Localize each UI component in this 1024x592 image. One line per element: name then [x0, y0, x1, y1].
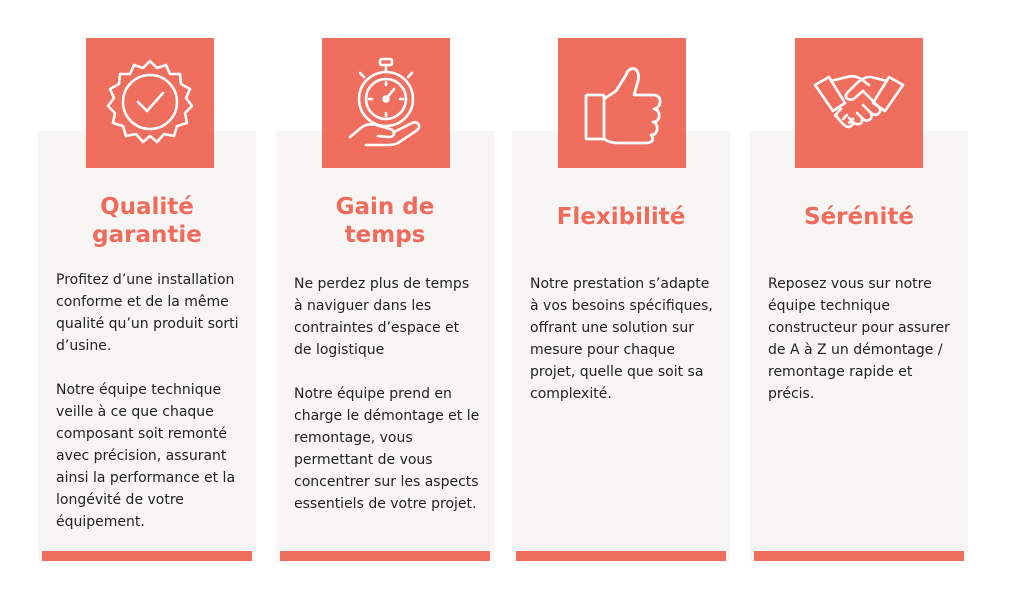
card-description — [530, 273, 716, 427]
card-title-line: Sérénité — [804, 204, 914, 230]
card-description — [294, 273, 480, 537]
card-paragraph: Notre équipe technique veille à ce que chaque composant soit remonté avec précision, assurant ainsi la performance et la longévité de votre équipement. — [56, 382, 236, 530]
feature-card-serenity — [750, 131, 968, 561]
icon-tile — [86, 38, 214, 168]
thumbs-up-icon — [574, 55, 670, 151]
card-paragraph: Notre prestation s’adapte à vos besoins spécifiques, offrant une solution sur mesure pour chaque projet, quelle que soit sa complexité. — [530, 276, 713, 402]
handshake-icon — [811, 55, 907, 151]
card-paragraph: Profitez d’une installation conforme et de la même qualité qu’un produit sorti d’usine. — [56, 272, 239, 354]
quality-badge-check-icon — [102, 55, 198, 151]
feature-card-quality — [38, 131, 256, 561]
card-title-line: Gain de — [335, 194, 435, 220]
card-accent-bar — [280, 551, 490, 561]
feature-card-flexibility — [512, 131, 730, 561]
card-title-line: Qualité — [100, 194, 194, 220]
icon-tile — [795, 38, 923, 168]
card-description — [768, 273, 954, 427]
card-title — [750, 203, 968, 231]
icon-tile — [322, 38, 450, 168]
card-paragraph: Reposez vous sur notre équipe technique constructeur pour assurer de A à Z un démontage / remontage rapide et précis. — [768, 276, 950, 402]
card-paragraph: Ne perdez plus de temps à naviguer dans les contraintes d’espace et de logistique — [294, 276, 470, 358]
card-title — [512, 203, 730, 231]
icon-tile — [558, 38, 686, 168]
card-title-line: temps — [344, 222, 426, 248]
card-title — [38, 193, 256, 249]
card-title-line: Flexibilité — [556, 204, 686, 230]
card-title — [276, 193, 494, 249]
card-accent-bar — [516, 551, 726, 561]
card-title-line: garantie — [92, 222, 202, 248]
card-description — [56, 269, 242, 555]
stopwatch-hand-icon — [338, 55, 434, 151]
card-accent-bar — [754, 551, 964, 561]
card-paragraph: Notre équipe prend en charge le démontage et le remontage, vous permettant de vous concentrer sur les aspects essentiels de votre projet. — [294, 386, 480, 512]
feature-card-time-saving — [276, 131, 494, 561]
